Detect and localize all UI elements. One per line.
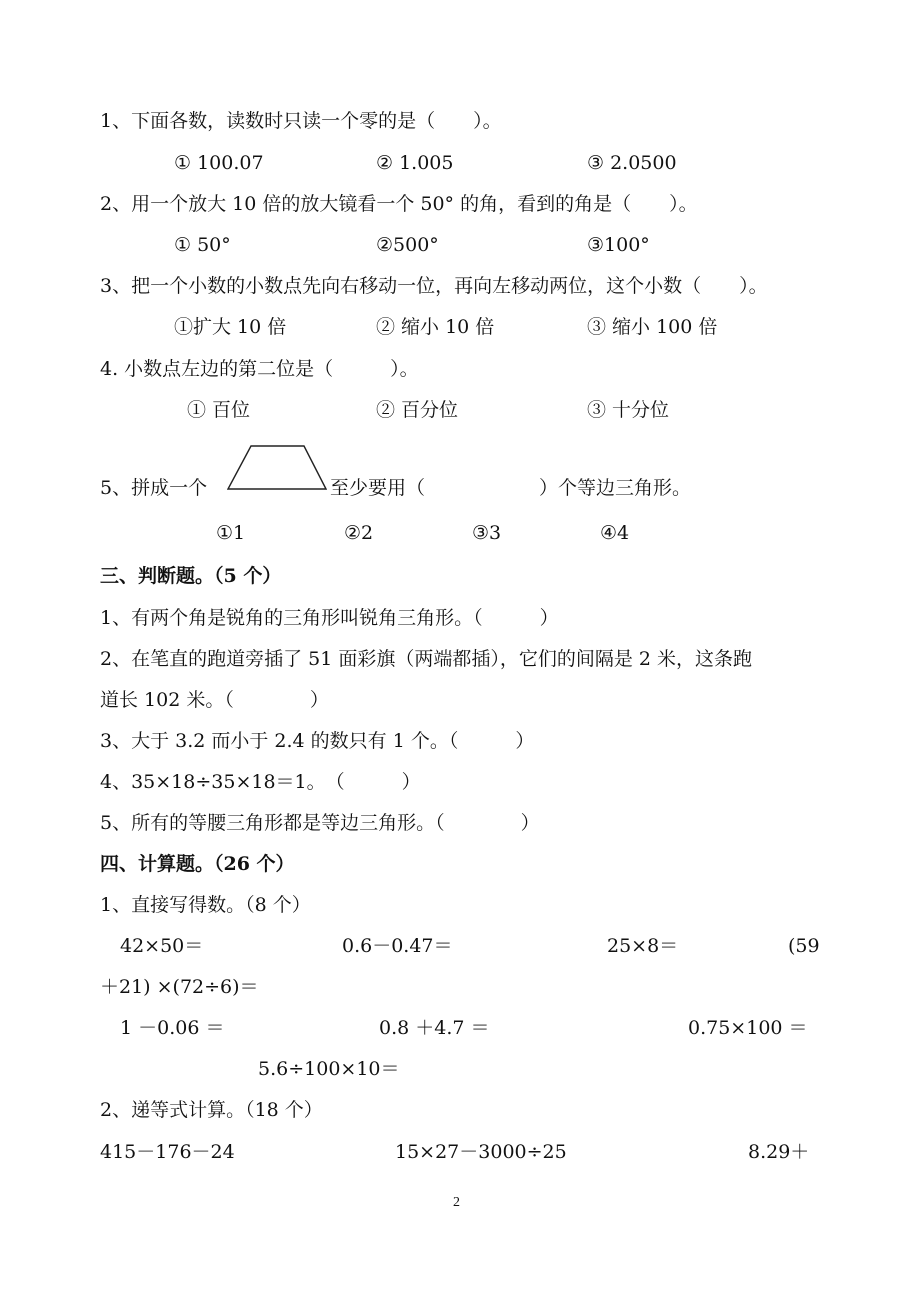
calc-6: 0.8 ＋4.7 ＝ [379,1017,490,1039]
step-calc-1: 415－176－24 [100,1141,235,1163]
q2-option-1: ① 50° [174,234,231,256]
trapezoid-figure [227,445,327,491]
q5-option-4: ④4 [600,522,630,544]
calc-4-cont: ＋21) ×(72÷6)＝ [100,976,259,998]
calc-7: 0.75×100 ＝ [688,1017,808,1039]
q1-option-1: ① 100.07 [174,152,264,174]
q4-option-3: ③ 十分位 [587,399,670,421]
q5-option-3: ③3 [472,522,502,544]
tf-item-3: 3、大于 3.2 而小于 2.4 的数只有 1 个。（ ） [100,730,535,752]
q1-option-2: ② 1.005 [376,152,454,174]
tf-item-4: 4、35×18÷35×18＝1。 （ ） [100,771,421,793]
calc-sub1-title: 1、直接写得数。（8 个） [100,894,311,916]
tf-item-5: 5、所有的等腰三角形都是等边三角形。（ ） [100,812,540,834]
step-calc-2: 15×27－3000÷25 [395,1141,567,1163]
q3-option-3: ③ 缩小 100 倍 [587,316,718,338]
calc-sub2-title: 2、递等式计算。（18 个） [100,1099,323,1121]
q5-option-1: ①1 [216,522,246,544]
tf-item-1: 1、有两个角是锐角的三角形叫锐角三角形。（ ） [100,607,559,629]
q2-option-2: ②500° [376,234,439,256]
tf-item-2: 2、在笔直的跑道旁插了 51 面彩旗（两端都插），它们的间隔是 2 米，这条跑 [100,648,753,670]
calc-1: 42×50＝ [120,935,204,957]
page-number: 2 [453,1195,460,1210]
q4-option-1: ① 百位 [187,399,251,421]
q5-prefix: 5、拼成一个 [100,477,208,499]
q3-option-2: ② 缩小 10 倍 [376,316,495,338]
section4-title: 四、计算题。（26 个） [100,853,295,875]
section3-title: 三、判断题。（5 个） [100,565,282,587]
calc-4: (59 [788,935,820,957]
q5-suffix: 至少要用（ ）个等边三角形。 [330,477,692,499]
step-calc-3: 8.29＋ [748,1141,810,1163]
calc-2: 0.6－0.47＝ [342,935,453,957]
q2-text: 2、用一个放大 10 倍的放大镜看一个 50° 的角，看到的角是（ ）。 [100,193,698,215]
q1-text: 1、下面各数，读数时只读一个零的是（ ）。 [100,110,502,132]
q5-option-2: ②2 [344,522,374,544]
calc-3: 25×8＝ [607,935,679,957]
q4-text: 4. 小数点左边的第二位是（ ）。 [100,358,419,380]
q4-option-2: ② 百分位 [376,399,459,421]
q1-option-3: ③ 2.0500 [587,152,677,174]
calc-8: 5.6÷100×10＝ [258,1058,400,1080]
q3-text: 3、把一个小数的小数点先向右移动一位，再向左移动两位，这个小数（ ）。 [100,275,768,297]
calc-5: 1 －0.06 ＝ [120,1017,225,1039]
q2-option-3: ③100° [587,234,650,256]
q3-option-1: ①扩大 10 倍 [174,316,287,338]
tf-item-2-cont: 道长 102 米。（ ） [100,689,329,711]
